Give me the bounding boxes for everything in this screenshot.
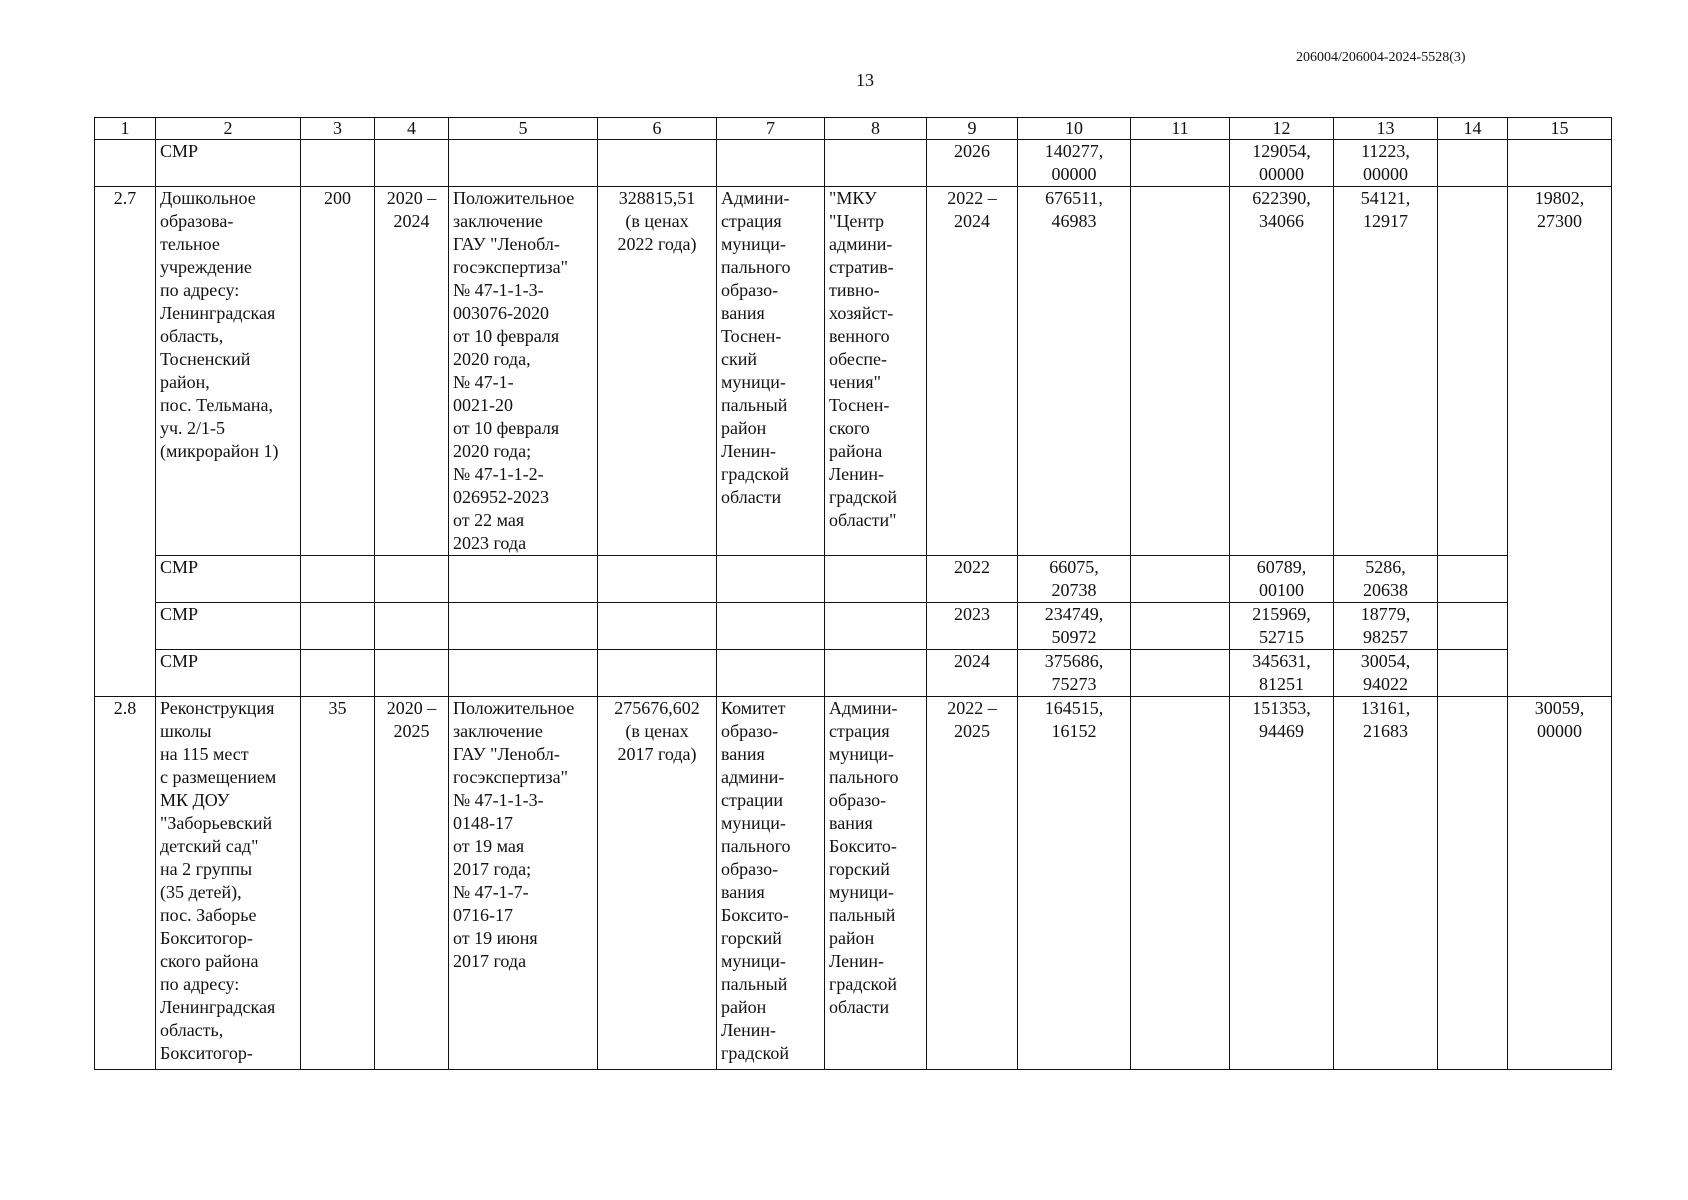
amount-regional: 622390, 34066: [1230, 187, 1334, 556]
cell: [1131, 556, 1230, 603]
col-header-15: 15: [1508, 118, 1612, 140]
col-header-10: 10: [1018, 118, 1131, 140]
cell: [825, 650, 927, 697]
amount-total: 375686, 75273: [1018, 650, 1131, 697]
cell: [825, 603, 927, 650]
cell: [825, 556, 927, 603]
col-header-14: 14: [1438, 118, 1508, 140]
developer-cell: "МКУ "Центр админи- стратив- тивно- хозяйст- венного обеспе- чения" Тоснен- ского района Ленин- градской области": [825, 187, 927, 556]
amount-total: 234749, 50972: [1018, 603, 1131, 650]
cell: [1438, 650, 1508, 697]
page-number: 13: [856, 70, 874, 90]
period-cell: 2020 – 2024: [375, 187, 449, 556]
cell: [301, 650, 375, 697]
amount-local: 30054, 94022: [1334, 650, 1438, 697]
object-name: Реконструкция школы на 115 мест с размещением МК ДОУ "Заборьевский детский сад" на 2 группы (35 детей), пос. Заборье Бокситогор- ского района по адресу: Ленинградская область, Бокситогор-: [156, 697, 301, 1070]
developer-cell: Админи- страция муници- пального образо- вания Боксито- горский муници- пальный район Ленин- градской области: [825, 697, 927, 1070]
col-header-9: 9: [927, 118, 1018, 140]
cell: [717, 603, 825, 650]
table-row: [95, 697, 1612, 1070]
item-number: 2.8: [95, 697, 156, 1070]
cell: [375, 140, 449, 187]
stage-label: СМР: [156, 650, 301, 697]
customer-cell: Комитет образо- вания админи- страции муници- пального образо- вания Боксито- горский муници- пальный район Ленин- градской: [717, 697, 825, 1070]
col-header-12: 12: [1230, 118, 1334, 140]
cell: [1438, 140, 1508, 187]
expertise-conclusion: Положительное заключение ГАУ "Ленобл- госэкспертиза" № 47-1-1-3- 003076-2020 от 10 февраля 2020 года, № 47-1- 0021-20 от 10 февраля 2020 года; № 47-1-1-2- 026952-2023 от 22 мая 2023 года: [449, 187, 598, 556]
cell: [449, 556, 598, 603]
estimated-cost: 275676,602 (в ценах 2017 года): [598, 697, 717, 1070]
year-cell: 2026: [927, 140, 1018, 187]
cell: [717, 140, 825, 187]
cell: [449, 650, 598, 697]
item-number: 2.7: [95, 187, 156, 697]
amount-total: 164515, 16152: [1018, 697, 1131, 1070]
cell: [375, 603, 449, 650]
col-header-3: 3: [301, 118, 375, 140]
years-cell: 2022 – 2024: [927, 187, 1018, 556]
cell: [95, 140, 156, 187]
amount-total: 676511, 46983: [1018, 187, 1131, 556]
cell: [301, 603, 375, 650]
cell: [1438, 697, 1508, 1070]
years-cell: 2022 – 2025: [927, 697, 1018, 1070]
amount-local: 11223, 00000: [1334, 140, 1438, 187]
cell: [375, 556, 449, 603]
cell: [301, 140, 375, 187]
amount-local: 5286, 20638: [1334, 556, 1438, 603]
cell: [1131, 603, 1230, 650]
table-row: [95, 556, 1612, 603]
cell: [449, 140, 598, 187]
table-row: [95, 140, 1612, 187]
capacity-cell: 200: [301, 187, 375, 556]
object-name: Дошкольное образова- тельное учреждение по адресу: Ленинградская область, Тосненский район, пос. Тельмана, уч. 2/1-5 (микрорайон 1): [156, 187, 301, 556]
cell: [598, 603, 717, 650]
amount-total: 66075, 20738: [1018, 556, 1131, 603]
amount-local: 18779, 98257: [1334, 603, 1438, 650]
stage-label: СМР: [156, 603, 301, 650]
stage-label: СМР: [156, 140, 301, 187]
col-header-8: 8: [825, 118, 927, 140]
amount-regional: 129054, 00000: [1230, 140, 1334, 187]
cell: [301, 556, 375, 603]
amount-local: 13161, 21683: [1334, 697, 1438, 1070]
year-cell: 2022: [927, 556, 1018, 603]
table-row: [95, 187, 1612, 556]
cell: [825, 140, 927, 187]
cell: [1438, 603, 1508, 650]
cell: [1508, 140, 1612, 187]
cell: [1131, 187, 1230, 556]
cell: [1131, 650, 1230, 697]
document-id: 206004/206004-2024-5528(3): [1296, 50, 1466, 65]
col-header-6: 6: [598, 118, 717, 140]
cell: [1438, 187, 1508, 556]
period-cell: 2020 – 2025: [375, 697, 449, 1070]
amount-regional: 60789, 00100: [1230, 556, 1334, 603]
cell: [375, 650, 449, 697]
expertise-conclusion: Положительное заключение ГАУ "Ленобл- госэкспертиза" № 47-1-1-3- 0148-17 от 19 мая 2017 года; № 47-1-7- 0716-17 от 19 июня 2017 года: [449, 697, 598, 1070]
amount-regional: 151353, 94469: [1230, 697, 1334, 1070]
capacity-cell: 35: [301, 697, 375, 1070]
amount-other: 30059, 00000: [1508, 697, 1612, 1070]
column-number-row: [95, 118, 1612, 140]
col-header-4: 4: [375, 118, 449, 140]
cell: [598, 140, 717, 187]
cell: [598, 556, 717, 603]
amount-regional: 215969, 52715: [1230, 603, 1334, 650]
customer-cell: Админи- страция муници- пального образо- вания Тоснен- ский муници- пальный район Ленин- градской области: [717, 187, 825, 556]
cell: [717, 556, 825, 603]
amount-other: 19802, 27300: [1508, 187, 1612, 697]
cell: [598, 650, 717, 697]
col-header-5: 5: [449, 118, 598, 140]
cell: [1131, 697, 1230, 1070]
table-row: [95, 603, 1612, 650]
amount-total: 140277, 00000: [1018, 140, 1131, 187]
col-header-1: 1: [95, 118, 156, 140]
col-header-11: 11: [1131, 118, 1230, 140]
estimated-cost: 328815,51 (в ценах 2022 года): [598, 187, 717, 556]
year-cell: 2023: [927, 603, 1018, 650]
col-header-13: 13: [1334, 118, 1438, 140]
cell: [1131, 140, 1230, 187]
amount-regional: 345631, 81251: [1230, 650, 1334, 697]
cell: [449, 603, 598, 650]
amount-local: 54121, 12917: [1334, 187, 1438, 556]
col-header-2: 2: [156, 118, 301, 140]
cell: [1438, 556, 1508, 603]
table-row: [95, 650, 1612, 697]
stage-label: СМР: [156, 556, 301, 603]
col-header-7: 7: [717, 118, 825, 140]
year-cell: 2024: [927, 650, 1018, 697]
program-table: [94, 117, 1612, 1070]
cell: [717, 650, 825, 697]
